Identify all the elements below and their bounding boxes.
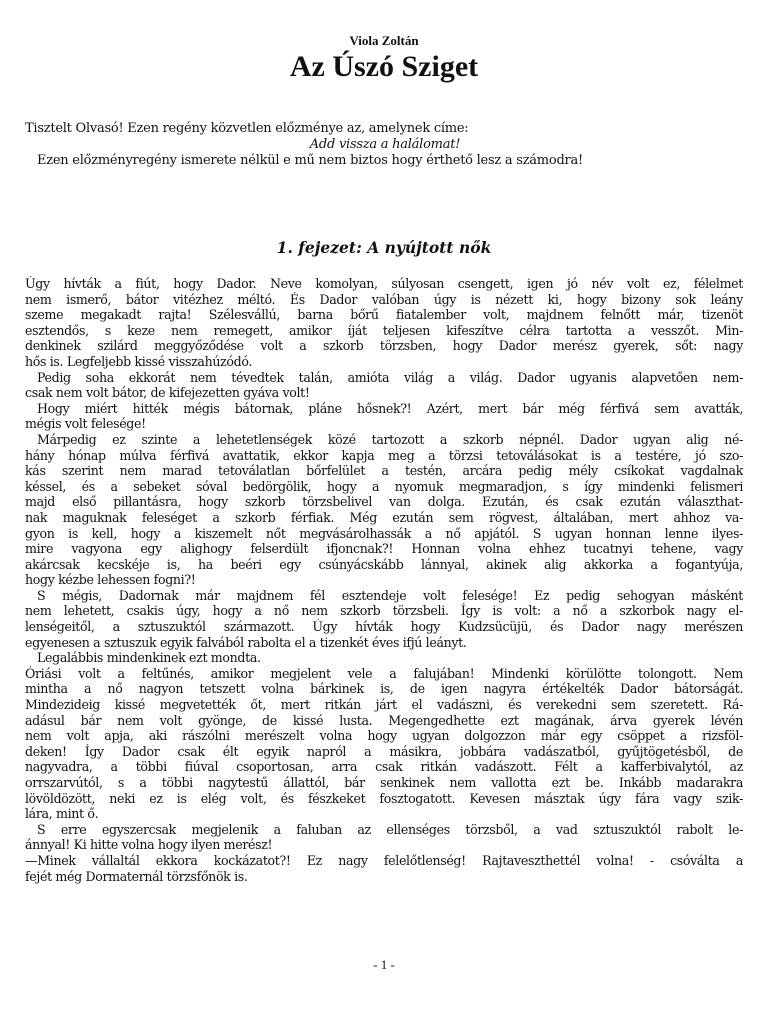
text-line: mintha a nő nagyon tetszett volna bárkinek is, de igen nagyra értékelték Dador bátorságát. — [25, 681, 743, 697]
text-line: gyon is kell, hogy a kiszemelt nőt megvásárolhassák a nő apjától. S ugyan honnan lenne ilyes- — [25, 525, 743, 541]
text-line: késsel, és a sebeket sóval bedörgölik, hogy a nyomuk megmaradjon, s így mindenki felismeri — [25, 478, 743, 494]
text-line: majd első pillantásra, hogy szkorb törzsbelivel van dolga. Ezután, és csak ezután választhat- — [25, 494, 743, 510]
text-line: mégis volt felesége! — [25, 416, 146, 432]
text-line: Legalábbis mindenkinek ezt mondta. — [37, 650, 261, 666]
intro-line: Ezen előzményregény ismerete nélkül e mű nem biztos hogy érthető lesz a számodra! — [37, 153, 583, 168]
text-line: nem ismerő, bátor vitézhez méltó. És Dador valóban úgy is nézett ki, hogy bizony sok leány — [25, 291, 743, 307]
text-line: Óriási volt a feltűnés, amikor megjelent vele a falujában! Mindenki körülötte tolongott. Nem — [25, 665, 743, 681]
text-line: nem lehetett, csakis úgy, hogy a nő nem szkorb törzsbeli. Így is volt: a nő a szkorbok nagy el- — [25, 603, 743, 619]
text-line: denkinek szilárd meggyőződése volt a szkorb törzsben, hogy Dador merész gyerek, sőt: nagy — [25, 338, 743, 354]
text-line: lára, mint ő. — [25, 806, 99, 822]
text-line: S mégis, Dadornak már majdnem fél esztendeje volt felesége! Ez pedig sehogyan másként — [37, 587, 743, 603]
author-name: Viola Zoltán — [349, 33, 419, 48]
text-line: Hogy miért hitték mégis bátornak, pláne hősnek?! Azért, mert bár még férfivá sem avatták, — [37, 400, 743, 416]
text-line: nem volt apja, aki rászólni merészelt volna hogy ugyan dolgozzon már egy csöppet a rizsföl- — [25, 728, 743, 744]
text-line: akárcsak kecskéje is, ha beéri egy csúnyácskább lánnyal, akinek alig akkorka a fogantyúja, — [25, 556, 743, 572]
text-line: adásul bár nem volt gyönge, de kissé lusta. Megengedhette ezt magának, árva gyerek lévén — [25, 712, 743, 728]
chapter-body — [25, 276, 743, 884]
text-line: Pedig soha ekkorát nem tévedtek talán, amióta világ a világ. Dador ugyanis alapvetően nem- — [37, 369, 743, 385]
text-line: lenségeitől, a sztuszuktól származott. Úgy hívták hogy Kudzsücüjü, és Dador nagy merészen — [25, 619, 743, 635]
page-number: - 1 - — [373, 957, 395, 972]
book-title: Az Úszó Sziget — [289, 50, 479, 83]
text-line: Mindezideig kissé megvetették őt, mert ritkán járt el vadászni, és verekedni sem szeretett. Rá- — [25, 697, 743, 713]
text-line: szeme megakadt rajta! Szélesvállú, barna bőrű fiatalember volt, majdnem felnőtt már, tizenöt — [25, 307, 743, 323]
text-line: hogy kézbe lehessen fogni?! — [25, 572, 196, 588]
text-line: kás szerint nem marad tetoválatlan bőrfelület a testén, arcára pedig mély csíkokat vagdalnak — [25, 463, 743, 479]
text-line: deken! Így Dador csak élt egyik napról a másikra, jobbára vadászatból, gyűjtögetésből, de — [25, 743, 743, 759]
intro-prequel-title: Add vissza a halálomat! — [309, 137, 461, 152]
intro-note — [25, 121, 745, 169]
text-line: nak maguknak feleséget a szkorb férfiak. Még ezután sem rögvest, általában, mert ahhoz va- — [25, 509, 743, 525]
text-line: esztendős, s keze nem remegett, amikor íját teljesen kifeszítve célra tartotta a vesszőt. Min- — [25, 322, 743, 338]
text-line: hány hónap múlva férfivá avattatik, ekkor kapja meg a törzsi tetoválásokat is a testére, jó szo- — [25, 447, 743, 463]
text-line: Márpedig ez szinte a lehetetlenségek közé tartozott a szkorb népnél. Dador ugyan alig né- — [37, 431, 743, 447]
text-line: ánnyal! Ki hitte volna hogy ilyen merész! — [25, 837, 273, 853]
text-line: hős is. Legfeljebb kissé visszahúzódó. — [25, 353, 252, 369]
chapter-heading: 1. fejezet: A nyújtott nők — [276, 238, 492, 257]
text-line: fejét még Dormaternál törzsfőnök is. — [25, 868, 248, 884]
intro-line: Tisztelt Olvasó! Ezen regény közvetlen előzménye az, amelynek címe: — [25, 121, 469, 136]
text-line: lövöldözött, neki ez is elég volt, és fészkeket fosztogatott. Kevesen másztak úgy fára vagy szik- — [25, 790, 743, 806]
text-line: nagyvadra, a többi fiúval csoportosan, arra csak ritkán vadászott. Félt a kafferbivalytól, az — [25, 759, 743, 775]
text-line: S erre egyszercsak megjelenik a faluban az ellenséges törzsből, a vad sztuszuktól rabolt le- — [37, 821, 743, 837]
text-line: Úgy hívták a fiút, hogy Dador. Neve komolyan, súlyosan csengett, igen jó név volt ez, félelmet — [25, 276, 743, 291]
text-line: csak nem volt bátor, de kifejezetten gyáva volt! — [25, 385, 310, 401]
text-line: mire vagyona egy alighogy felserdült ifjoncnak?! Honnan volna ehhez tucatnyi tehene, vagy — [25, 541, 743, 557]
text-line: —Minek vállaltál ekkora kockázatot?! Ez nagy felelőtlenség! Rajtaveszthettél volna! - csóválta a — [25, 852, 743, 868]
text-line: orrszarvútól, s a többi nagytestű állattól, bár senkinek nem vallotta ezt be. Inkább madarakra — [25, 775, 743, 790]
text-line: egyenesen a sztuszuk egyik falvából rabolta el a tizenkét éves ifjú leányt. — [25, 634, 467, 650]
